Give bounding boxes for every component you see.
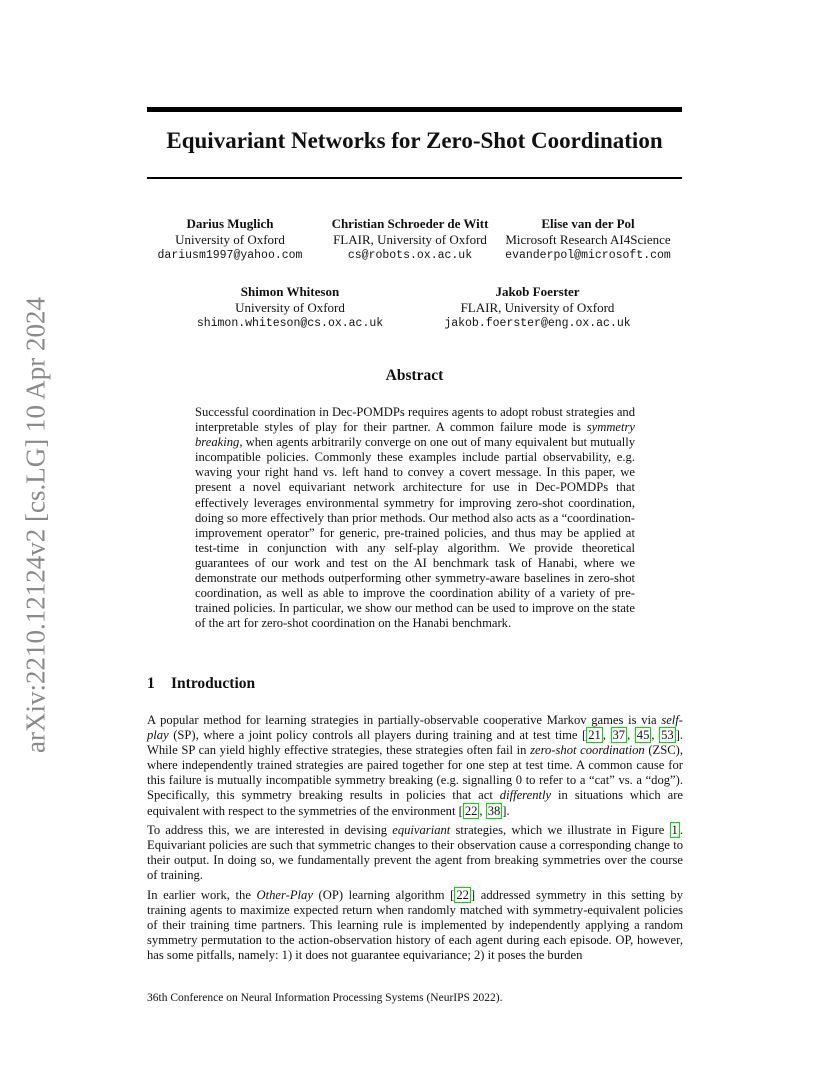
author-block [185,284,395,332]
section-number: 1 [147,675,155,692]
title-bottom-rule [147,177,682,179]
author-block [305,216,515,264]
paragraph-text: . [506,803,510,818]
paragraph-text: (OP) learning algorithm [312,888,451,902]
paragraph-text: (SP), where a joint policy controls all players during training and at test time [168,728,582,743]
author-email: cs@robots.ox.ac.uk [347,249,473,262]
author-affiliation: FLAIR, University of Oxford [460,300,615,315]
title-top-rule [147,107,682,112]
arxiv-identifier-text: arXiv:2210.12124v2 [cs.LG] 10 Apr 2024 [20,297,51,753]
author-email: dariusm1997@yahoo.com [157,249,303,262]
author-email: evanderpol@microsoft.com [505,249,671,262]
paragraph-text: . While SP can yield highly effective strategies, these strategies often fail in [147,728,684,758]
author-affiliation: FLAIR, University of Oxford [333,232,487,247]
author-block [145,216,315,264]
citation-link[interactable]: 22 [456,888,469,902]
paragraph-text: addressed symmetry in this setting by training agents to maximize expected return when randomly matched with symmetry-equivalent policies of their training time partners. This learning rule is implemented by independently applying a random symmetry permutation to the action-observation history of each agent during each episode. OP, however, has some pitfalls, namely: 1) it does not guarantee equivariance; 2) it poses the burden [147,888,684,963]
abstract-body [195,405,635,631]
emphasis-text: zero-shot coordination [530,743,645,758]
section-heading [147,675,255,693]
abstract-text: , when agents arbitrarily converge on one out of many equivalent but mutually incompatible policies. Commonly these examples include partial observability, e.g. waving your right hand vs. left hand to convey a covert message. In this paper, we present a novel equivariant network architecture for use in Dec-POMDPs that effectively leverages environmental symmetry for improving zero-shot coordination, doing so more effectively than prior methods. Our method also acts as a “coordination-improvement operator” for generic, pre-trained policies, and thus may be applied at test-time in conjunction with any self-play algorithm. We provide theoretical guarantees of our work and test on the AI benchmark task of Hanabi, where we demonstrate our methods outperforming other symmetry-aware baselines in zero-shot coordination, as well as able to improve the coordination ability of a variety of pre-trained policies. In particular, we show our method can be used to improve on the state of the art for zero-shot coordination on the Hanabi benchmark. [195,435,635,631]
emphasis-text: Other-Play [256,888,313,902]
author-email: jakob.foerster@eng.ox.ac.uk [444,317,631,330]
paragraph-text: In earlier work, the [147,888,257,902]
paragraph-text: strategies, which we illustrate in Figure [450,823,670,837]
author-email: shimon.whiteson@cs.ox.ac.uk [196,317,384,330]
paper-title: Equivariant Networks for Zero-Shot Coordination [166,128,663,153]
paragraph-text: in situations which are equivalent with respect to the symmetries of the environment [147,788,683,818]
abstract-text: Successful coordination in Dec-POMDPs requires agents to adopt robust strategies and interpretable styles of play for their partner. A common failure mode is [195,405,635,435]
citation-link[interactable]: 38 [487,803,501,818]
section-title: Introduction [171,675,256,692]
intro-paragraph-2 [147,823,683,883]
author-name: Shimon Whiteson [240,284,340,299]
author-affiliation: University of Oxford [175,232,285,247]
emphasis-text: self-play [147,713,683,743]
author-affiliation: University of Oxford [235,300,345,315]
author-name: Christian Schroeder de Witt [331,216,489,231]
emphasis-text: differently [499,788,552,803]
author-affiliation: Microsoft Research AI4Science [505,232,671,247]
author-name: Jakob Foerster [495,284,580,299]
abstract-emphasis: symmetry breaking [195,420,635,450]
citation-link[interactable]: 53 [661,728,674,743]
conference-footnote: 36th Conference on Neural Information Processing Systems (NeurIPS 2022). [147,992,503,1004]
author-block [430,284,645,332]
citation-link[interactable]: 21 [588,728,601,743]
figure-link[interactable]: 1 [671,823,678,837]
paragraph-text: A popular method for learning strategies in partially-observable cooperative Markov games is via [147,713,662,727]
abstract-heading: Abstract [385,367,444,384]
citation-link[interactable]: 37 [612,728,626,743]
citation-link[interactable]: 45 [636,728,650,743]
author-block [490,216,686,264]
intro-paragraph-3: In earlier work, the Other-Play (OP) learning algorithm [ 22 ] addressed symmetry in this setting by training agents to maximize expected return when randomly matched with symmetry-equivalent policies of their training time partners. This learning rule is implemented by independently applying a random symmetry permutation to the action-observation history of each agent during each episode. OP, however, has some pitfalls, namely: 1) it does not guarantee equivariance; 2) it poses the burden [147,888,684,963]
paragraph-text: To address this, we are interested in devising [147,823,393,837]
paragraph-text: . Equivariant policies are such that symmetric changes to their observation cause a corresponding change to their output. In doing so, we fundamentally prevent the agent from breaking symmetries over the course of training. [147,823,683,883]
author-name: Darius Muglich [186,216,274,231]
emphasis-text: equivariant [392,823,451,837]
citation-link[interactable]: 22 [464,803,478,818]
paragraph-text: (ZSC), where independently trained strategies are paired together for one step at test time. A common cause for this failure is mutually incompatible symmetry breaking (e.g. signalling 0 to refer to a “cat” vs. a “dog”). Specifically, this symmetry breaking results in policies that act [147,743,683,803]
intro-paragraph-1: A popular method for learning strategies in partially-observable cooperative Markov games is via self-play (SP), where a joint policy controls all players during training and at test time [ 21 , 37 , 45 , 53 ]. While SP can yield highly effective strategies, these strategies often fail in zero-shot coordination (ZSC), where independently trained strategies are paired together for one step at test time. A common cause for this failure is mutually incompatible symmetry breaking (e.g. signalling 0 to refer to a “cat” vs. a “dog”). Specifically, this symmetry breaking results in policies that act differently in situations which are equivalent with respect to the symmetries of the environment [ 22 , 38 ]. [147,713,684,818]
author-name: Elise van der Pol [541,216,635,231]
